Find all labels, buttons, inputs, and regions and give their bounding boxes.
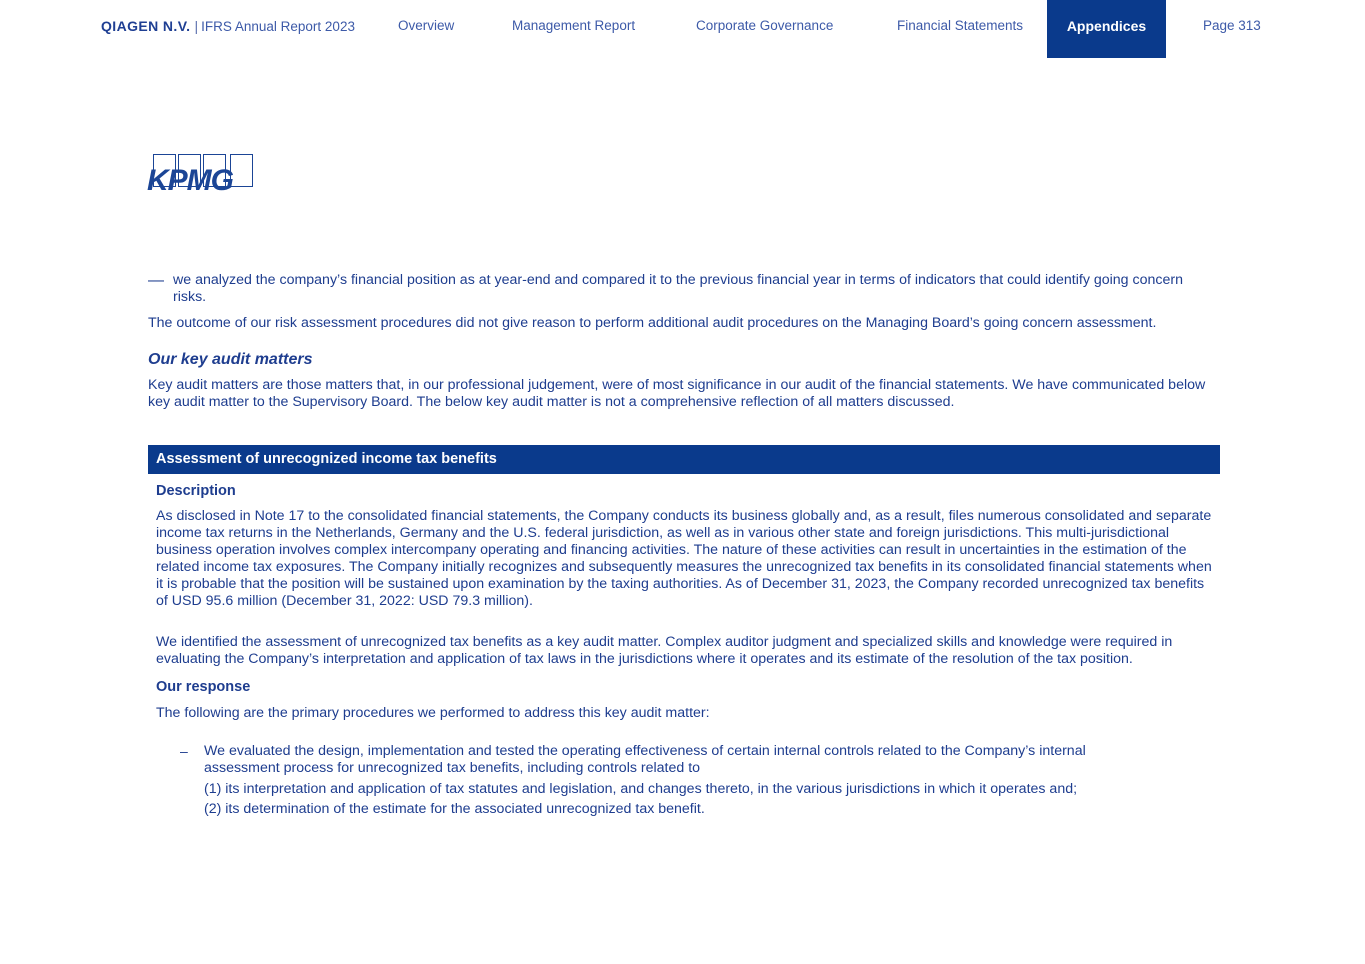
response-sub-item-1: (1) its interpretation and application of tax statutes and legislation, and changes thereto, in the various jurisdictions in which it operates and; (204, 781, 1078, 797)
nav-appendices-active[interactable]: Appendices (1047, 0, 1166, 58)
outcome-paragraph: The outcome of our risk assessment procedures did not give reason to perform additional audit procedures on the Managing Board’s going concern assessment. (148, 315, 1157, 331)
key-audit-matters-intro: Key audit matters are those matters that, in our professional judgement, were of most significance in our audit of the financial statements. We have communicated below key audit matter to the Supervisory Board. The below key audit matter is not a comprehensive reflection of all matters discussed. (148, 377, 1206, 410)
page-number: Page 313 (1203, 18, 1261, 33)
logo-box-4 (230, 154, 253, 187)
response-bullet-text: We evaluated the design, implementation and tested the operating effectiveness of certain internal controls related to the Company’s internal assessment process for unrecognized tax benefits, including controls related to (204, 743, 1086, 776)
report-brand[interactable] (101, 17, 355, 36)
response-heading: Our response (156, 679, 251, 695)
going-concern-text: we analyzed the company’s financial position as at year-end and compared it to the previous financial year in terms of indicators that could identify going concern risks. (173, 272, 1183, 305)
nav-management-report[interactable]: Management Report (512, 18, 636, 33)
kam-box-title: Assessment of unrecognized income tax benefits (148, 445, 1220, 474)
response-intro: The following are the primary procedures we performed to address this key audit matter: (156, 705, 710, 721)
identified-paragraph: We identified the assessment of unrecognized tax benefits as a key audit matter. Complex auditor judgment and specialized skills and knowledge were required in evaluating the Company’s interpretation and application of tax laws in the jurisdictions where it operates and its estimate of the resolution of the tax position. (156, 634, 1173, 667)
brand-separator: | (194, 18, 199, 34)
logo-text: KPMG (147, 164, 233, 197)
nav-financial-statements[interactable]: Financial Statements (897, 18, 1024, 33)
description-paragraph: As disclosed in Note 17 to the consolidated financial statements, the Company conducts its business globally and, as a result, files numerous consolidated and separate income tax returns in the Netherlands, Germany and the U.S. federal jurisdiction, as well as in various other state and foreign jurisdictions. This multi-jurisdictional business operation involves complex intercompany operating and financing activities. The nature of these activities can result in uncertainties in the estimation of the related income tax exposures. The Company initially recognizes and subsequently measures the unrecognized tax benefits in its consolidated financial statements when it is probable that the position will be sustained upon examination by the taxing authorities. As of December 31, 2023, the Company recorded unrecognized tax benefits of USD 95.6 million (December 31, 2022: USD 79.3 million). (156, 508, 1212, 609)
report-title: IFRS Annual Report 2023 (201, 19, 355, 34)
top-navigation (0, 0, 1365, 58)
list-dash: — (148, 272, 164, 289)
kpmg-logo (147, 152, 257, 200)
key-audit-matters-heading: Our key audit matters (148, 351, 313, 368)
response-sub-item-2: (2) its determination of the estimate for the associated unrecognized tax benefit. (204, 801, 705, 817)
nav-corporate-governance[interactable]: Corporate Governance (696, 18, 834, 33)
company-name: QIAGEN N.V. (101, 18, 191, 34)
description-heading: Description (156, 483, 236, 499)
nav-overview[interactable]: Overview (398, 18, 455, 33)
list-bullet: – (180, 743, 188, 759)
